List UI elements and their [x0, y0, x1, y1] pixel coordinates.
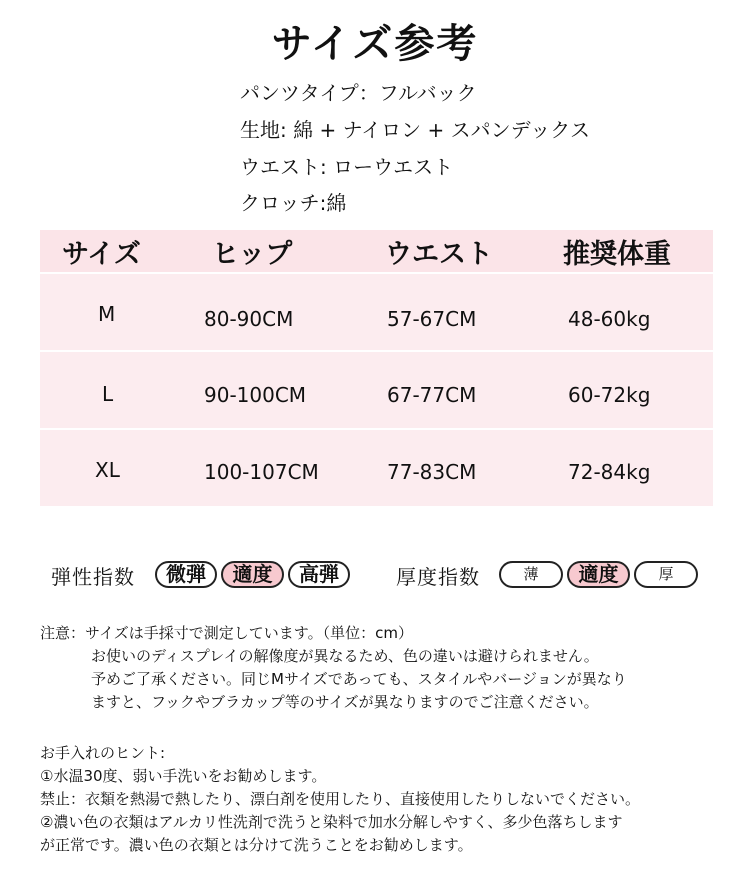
header-size: サイズ — [62, 239, 141, 270]
note-line: 注意：サイズは手採寸で測定しています。（単位：cm） — [40, 624, 413, 642]
table-row — [40, 352, 713, 428]
elasticity-option-moderate: 適度 — [221, 561, 284, 588]
cell-hip: 90-100CM — [204, 383, 307, 407]
thickness-label: 厚度指数 — [396, 565, 480, 589]
care-heading: お手入れのヒント: — [40, 744, 166, 762]
elasticity-label: 弾性指数 — [51, 565, 135, 589]
thickness-option-moderate: 適度 — [567, 561, 630, 588]
care-line: ②濃い色の衣類はアルカリ性洗剤で洗うと染料で加水分解しやすく、多少色落ちします — [40, 813, 623, 831]
cell-size: L — [102, 382, 114, 406]
table-row — [40, 274, 713, 350]
header-hip: ヒップ — [212, 239, 293, 270]
page-title: サイズ参考 — [271, 21, 479, 67]
cell-weight: 48-60kg — [568, 307, 651, 331]
cell-size: M — [98, 302, 116, 326]
cell-hip: 80-90CM — [204, 307, 294, 331]
note-line: 予めご了承ください。同じMサイズであっても、スタイルやバージョンが異なり — [91, 670, 627, 688]
cell-waist: 67-77CM — [387, 383, 477, 407]
thickness-option-thick: 厚 — [634, 561, 698, 588]
elasticity-option-high: 高弾 — [288, 561, 350, 588]
cell-size: XL — [95, 458, 120, 482]
cell-weight: 60-72kg — [568, 383, 651, 407]
cell-waist: 57-67CM — [387, 307, 477, 331]
spec-pants-type: パンツタイプ：フルバック — [240, 81, 477, 105]
care-line: 禁止：衣類を熱湯で熱したり、漂白剤を使用したり、直接使用したりしないでください。 — [40, 790, 641, 808]
header-weight: 推奨体重 — [563, 239, 671, 270]
header-waist: ウエスト — [385, 239, 493, 270]
spec-crotch: クロッチ:綿 — [240, 191, 347, 215]
spec-waist: ウエスト: ローウエスト — [240, 155, 454, 179]
size-table — [40, 230, 713, 506]
cell-hip: 100-107CM — [204, 460, 319, 484]
care-line: ①水温30度、弱い手洗いをお勧めします。 — [40, 767, 327, 785]
table-header — [40, 230, 713, 272]
thickness-option-thin: 薄 — [499, 561, 563, 588]
cell-weight: 72-84kg — [568, 460, 651, 484]
table-row — [40, 430, 713, 506]
note-line: ますと、フックやブラカップ等のサイズが異なりますのでご注意ください。 — [91, 693, 599, 711]
note-line: お使いのディスプレイの解像度が異なるため、色の違いは避けられません。 — [91, 647, 599, 665]
cell-waist: 77-83CM — [387, 460, 477, 484]
care-line: が正常です。濃い色の衣類とは分けて洗うことをお勧めします。 — [40, 836, 473, 854]
elasticity-option-slight: 微弾 — [155, 561, 217, 588]
spec-fabric: 生地: 綿 + ナイロン + スパンデックス — [240, 118, 591, 142]
